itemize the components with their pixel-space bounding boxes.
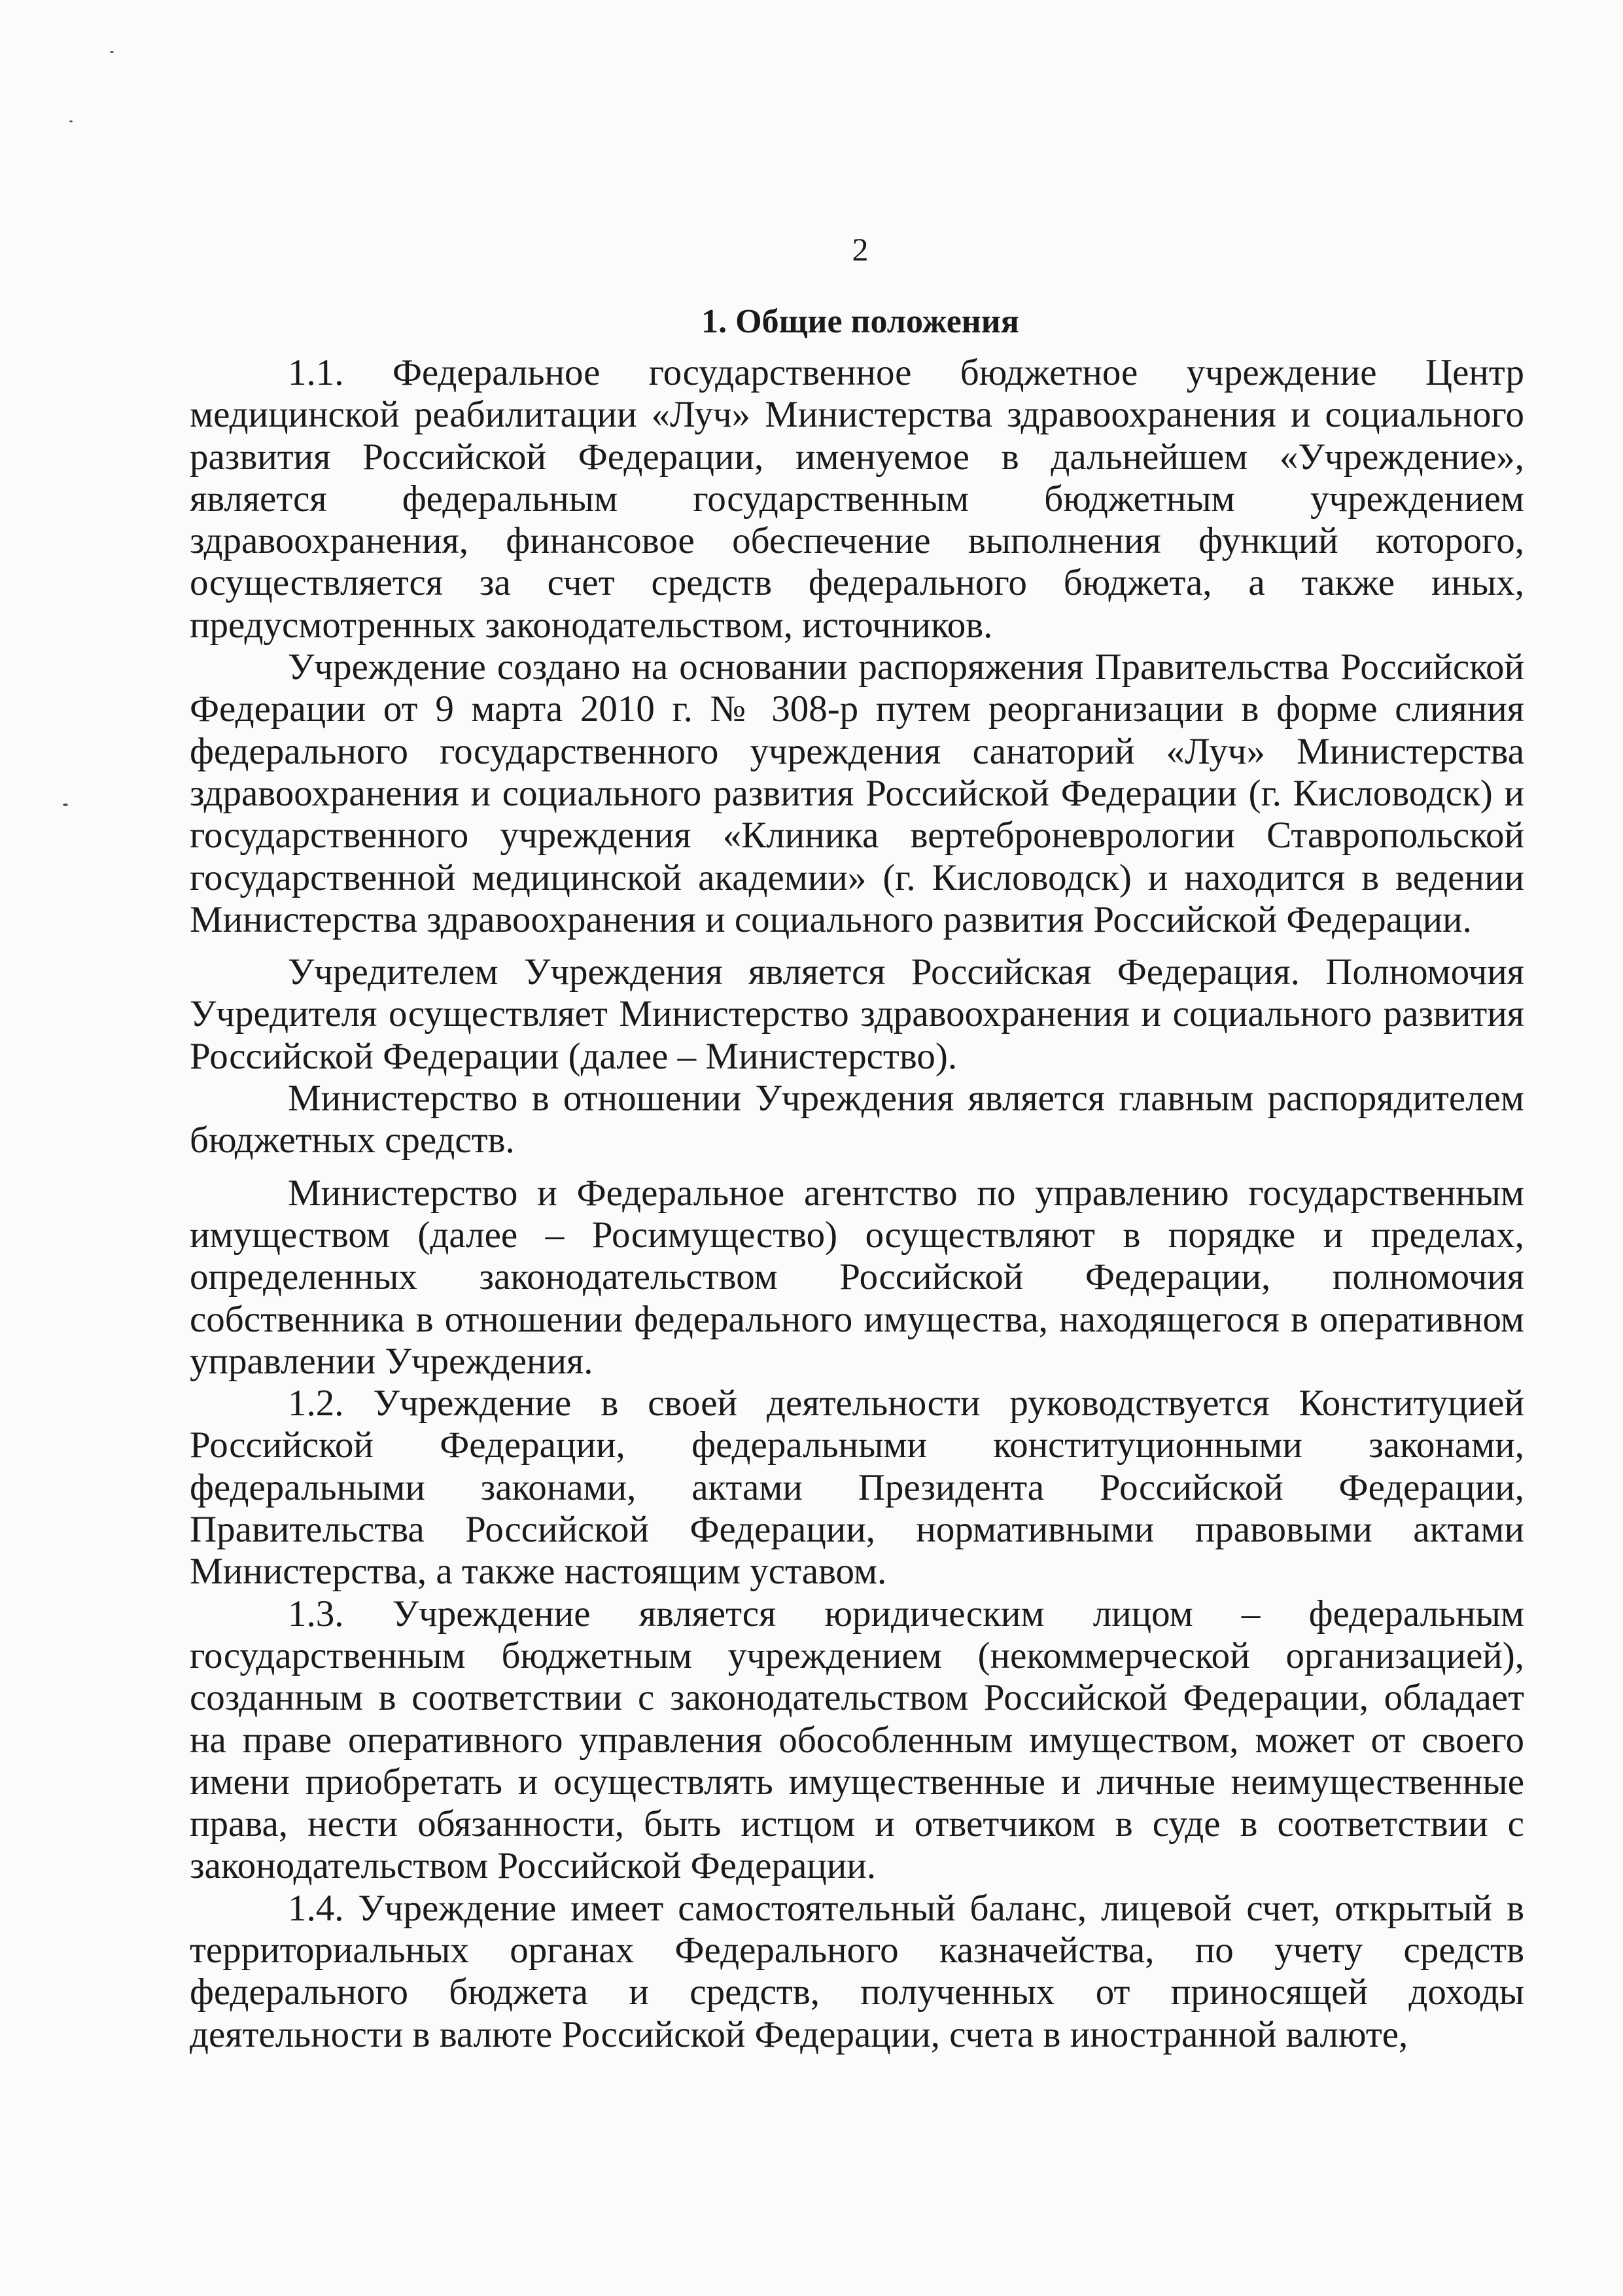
- scan-speck: [63, 804, 68, 806]
- paragraph-creation: Учреждение создано на основании распоряжения Правительства Российской Федерации от 9 марта 2010 г. № 308-р путем реорганизации в форме слияния федерального государственного учреждения санаторий «Луч» Министерства здравоохранения и социального развития Российской Федерации (г. Кисловодск) и государственного учреждения «Клиника вертеброневрологии Ставропольской государственной медицинской академии» (г. Кисловодск) и находится в ведении Министерства здравоохранения и социального развития Российской Федерации.: [190, 646, 1524, 940]
- paragraph-1-1: 1.1. Федеральное государственное бюджетное учреждение Центр медицинской реабилитации «Луч» Министерства здравоохранения и социального развития Российской Федерации, именуемое в дальнейшем «Учреждение», является федеральным государственным бюджетным учреждением здравоохранения, финансовое обеспечение выполнения функций которого, осуществляется за счет средств федерального бюджета, а также иных, предусмотренных законодательством, источников.: [190, 352, 1524, 646]
- paragraph-owner-powers: Министерство и Федеральное агентство по управлению государственным имуществом (далее – Росимущество) осуществляют в порядке и пределах, определенных законодательством Российской Федерации, полномочия собственника в отношении федерального имущества, находящегося в оперативном управлении Учреждения.: [190, 1172, 1524, 1382]
- page-number: 2: [852, 231, 869, 268]
- paragraph-1-4: 1.4. Учреждение имеет самостоятельный баланс, лицевой счет, открытый в территориальных органах Федерального казначейства, по учету средств федерального бюджета и средств, полученных от приносящей доходы деятельности в валюте Российской Федерации, счета в иностранной валюте,: [190, 1887, 1524, 2055]
- paragraph-ministry-role: Министерство в отношении Учреждения является главным распорядителем бюджетных средств.: [190, 1078, 1524, 1161]
- scan-speck: [110, 51, 114, 53]
- document-body: [190, 352, 1524, 2056]
- section-heading: 1. Общие положения: [701, 303, 1019, 340]
- paragraph-1-2: 1.2. Учреждение в своей деятельности руководствуется Конституцией Российской Федерации, федеральными конституционными законами, федеральными законами, актами Президента Российской Федерации, Правительства Российской Федерации, нормативными правовыми актами Министерства, а также настоящим уставом.: [190, 1383, 1524, 1593]
- paragraph-1-3: 1.3. Учреждение является юридическим лицом – федеральным государственным бюджетным учреждением (некоммерческой организацией), созданным в соответствии с законодательством Российской Федерации, обладает на праве оперативного управления обособленным имуществом, может от своего имени приобретать и осуществлять имущественные и личные неимущественные права, нести обязанности, быть истцом и ответчиком в суде в соответствии с законодательством Российской Федерации.: [190, 1593, 1524, 1887]
- paragraph-founder: Учредителем Учреждения является Российская Федерация. Полномочия Учредителя осуществляет Министерство здравоохранения и социального развития Российской Федерации (далее – Министерство).: [190, 951, 1524, 1077]
- scan-speck: [69, 120, 73, 122]
